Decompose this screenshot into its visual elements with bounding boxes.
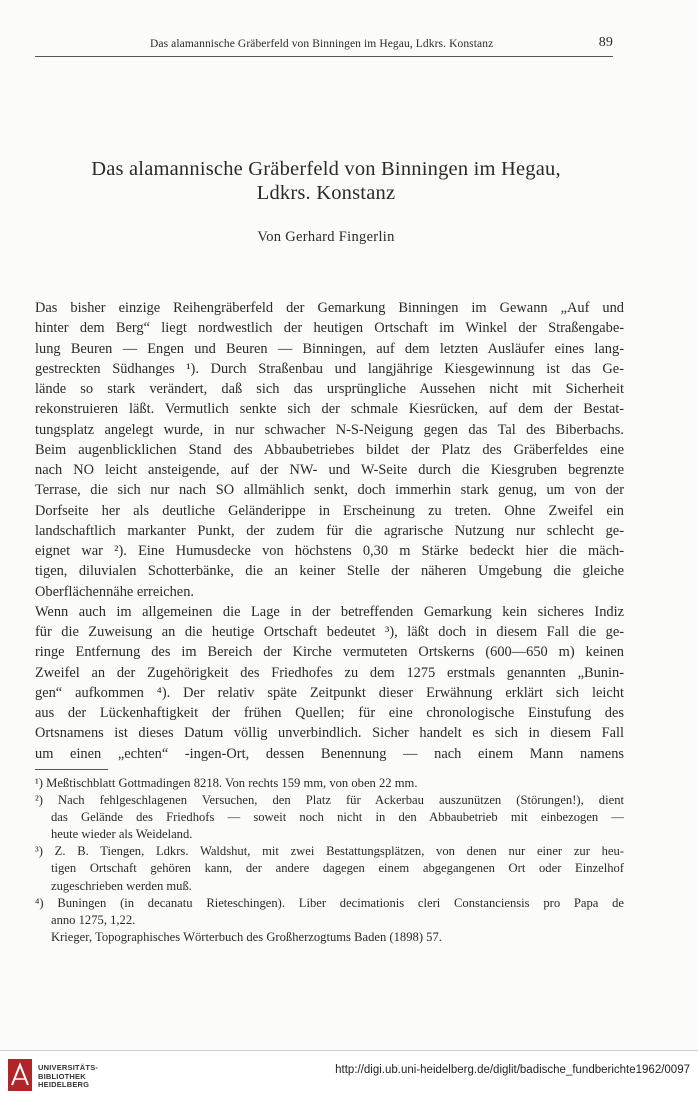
body-line: um einen „echten“ -ingen-Ort, dessen Benennung — nach einem Mann namens bbox=[35, 745, 624, 762]
body-line: lung Beuren — Engen und Beuren — Binningen, auf dem letzten Ausläufer eines lang- bbox=[35, 340, 624, 357]
article-title-line-1: Das alamannische Gräberfeld von Binningen im Hegau, bbox=[91, 158, 561, 180]
footnote-line: ⁴) Buningen (in decanatu Rieteschingen). Liber decimationis cleri Constanciensis pro Papa de bbox=[35, 895, 624, 910]
footnotes bbox=[35, 775, 624, 946]
body-line: gen“ aufkommen ⁴). Der relativ späte Zeitpunkt dieser Erwähnung erklärt sich leicht bbox=[35, 684, 624, 701]
footnote-rule bbox=[35, 769, 108, 770]
body-line: Oberflächennähe erreichen. bbox=[35, 583, 194, 600]
body-line: Das bisher einzige Reihengräberfeld der Gemarkung Binningen im Gewann „Auf und bbox=[35, 300, 624, 316]
footnote-line: heute wieder als Weideland. bbox=[51, 827, 193, 842]
library-logo-text bbox=[38, 1064, 98, 1090]
body-line: Beim augenblicklichen Stand des Abbaubetriebes bildet der Platz des Gräberfeldes eine bbox=[35, 441, 624, 458]
body-line: nach NO leicht ansteigende, auf der NW- und W-Seite durch die Kiesgruben begrenzte bbox=[35, 462, 624, 478]
article-title bbox=[0, 157, 652, 205]
body-line: Wenn auch im allgemeinen die Lage in der betreffenden Gemarkung kein sicheres Indiz bbox=[35, 603, 624, 620]
body-line: aus der Lückenhaftigkeit der frühen Quellen; für eine chronologische Einstufung des bbox=[35, 705, 624, 721]
body-line: tigen, diluvialen Schotterbänke, die an keiner Stelle der näheren Umgebung die gleiche bbox=[35, 563, 624, 580]
logo-text-line-1: UNIVERSITÄTS- bbox=[38, 1063, 99, 1072]
footnote-line: ³) Z. B. Tiengen, Ldkrs. Waldshut, mit zwei Bestattungsplätzen, von denen nur einer zur heu- bbox=[35, 844, 624, 859]
logo-text-line-3: HEIDELBERG bbox=[38, 1080, 90, 1089]
body-line: Ortsnamens ist dieses Datum völlig unverbindlich. Sicher handelt es sich in diesem Fall bbox=[35, 725, 624, 742]
viewer-footer bbox=[0, 1050, 698, 1102]
library-logo-mark bbox=[8, 1059, 32, 1091]
body-line: Dorfseite her als deutliche Geländerippe in Erscheinung zu treten. Ohne Zweifel ein bbox=[35, 502, 624, 519]
body-line: für die Zuweisung an die heutige Ortschaft bedeutet ³), läßt doch in diesem Fall die ge- bbox=[35, 624, 624, 640]
body-line: hinter dem Berg“ liegt nordwestlich der heutigen Ortschaft im Winkel der Straßengabe- bbox=[35, 320, 624, 337]
body-line: eignet war ²). Eine Humusdecke von höchstens 0,30 m Stärke bedeckt hier die mäch- bbox=[35, 543, 624, 559]
footnote-line: tigen Ortschaft gehören kann, der andere dagegen einem abgegangenen Ort oder Einzelhof bbox=[51, 861, 624, 876]
body-line: landschaftlich markanter Punkt, der zudem für die agrarische Nutzung nur schlecht ge- bbox=[35, 522, 624, 539]
logo-text-line-2: BIBLIOTHEK bbox=[38, 1071, 86, 1081]
library-logo-icon bbox=[8, 1059, 32, 1091]
footnote-line: anno 1275, 1,22. bbox=[51, 912, 136, 927]
body-text bbox=[35, 298, 624, 764]
running-head-title: Das alamannische Gräberfeld von Binningen im Hegau, Ldkrs. Konstanz bbox=[150, 38, 494, 50]
source-url-link[interactable]: http://digi.ub.uni-heidelberg.de/diglit/badische_fundberichte1962/0097 bbox=[335, 1064, 690, 1076]
article-title-line-2: Ldkrs. Konstanz bbox=[256, 182, 396, 204]
body-line: Zweifel an der Zugehörigkeit des Friedhofes zu dem 1275 erstmals genannten „Bunin- bbox=[35, 664, 624, 681]
body-line: lände so stark verändert, daß sich das ursprüngliche Aussehen nicht mit Sicherheit bbox=[35, 381, 624, 397]
article-author: Von Gerhard Fingerlin bbox=[257, 229, 395, 245]
footnote-line: ¹) Meßtischblatt Gottmadingen 8218. Von rechts 159 mm, von oben 22 mm. bbox=[35, 776, 418, 790]
page-number: 89 bbox=[598, 35, 613, 50]
body-line: tungsplatz angelegt wurde, in nur schwacher N-S-Neigung gegen das Tal des Biberbachs. bbox=[35, 421, 624, 438]
body-line: rekonstruieren läßt. Vermutlich senkte sich der schmale Kiesrücken, auf dem der Bestat- bbox=[35, 401, 624, 418]
footnote-line: Krieger, Topographisches Wörterbuch des Großherzogtums Baden (1898) 57. bbox=[51, 929, 442, 944]
body-line: ringe Entfernung des im Bereich der Kirche vermuteten Ortskerns (600—650 m) keinen bbox=[35, 644, 624, 661]
footnote-line: das Gelände des Friedhofs — soweit noch nicht in den Abbaubetrieb mit einbezogen — bbox=[51, 810, 624, 825]
footnote-line: zugeschrieben werden muß. bbox=[51, 878, 192, 893]
header-rule bbox=[35, 56, 613, 57]
body-line: Terrase, die sich nur nach SO allmählich senkt, doch immerhin stark genug, um von der bbox=[35, 482, 624, 499]
body-line: gestreckten Südhanges ¹). Durch Straßenbau und langjährige Kiesgewinnung ist das Ge- bbox=[35, 360, 624, 377]
footnote-line: ²) Nach fehlgeschlagenen Versuchen, den Platz für Ackerbau auszunützen (Störungen!), dient bbox=[35, 793, 624, 808]
